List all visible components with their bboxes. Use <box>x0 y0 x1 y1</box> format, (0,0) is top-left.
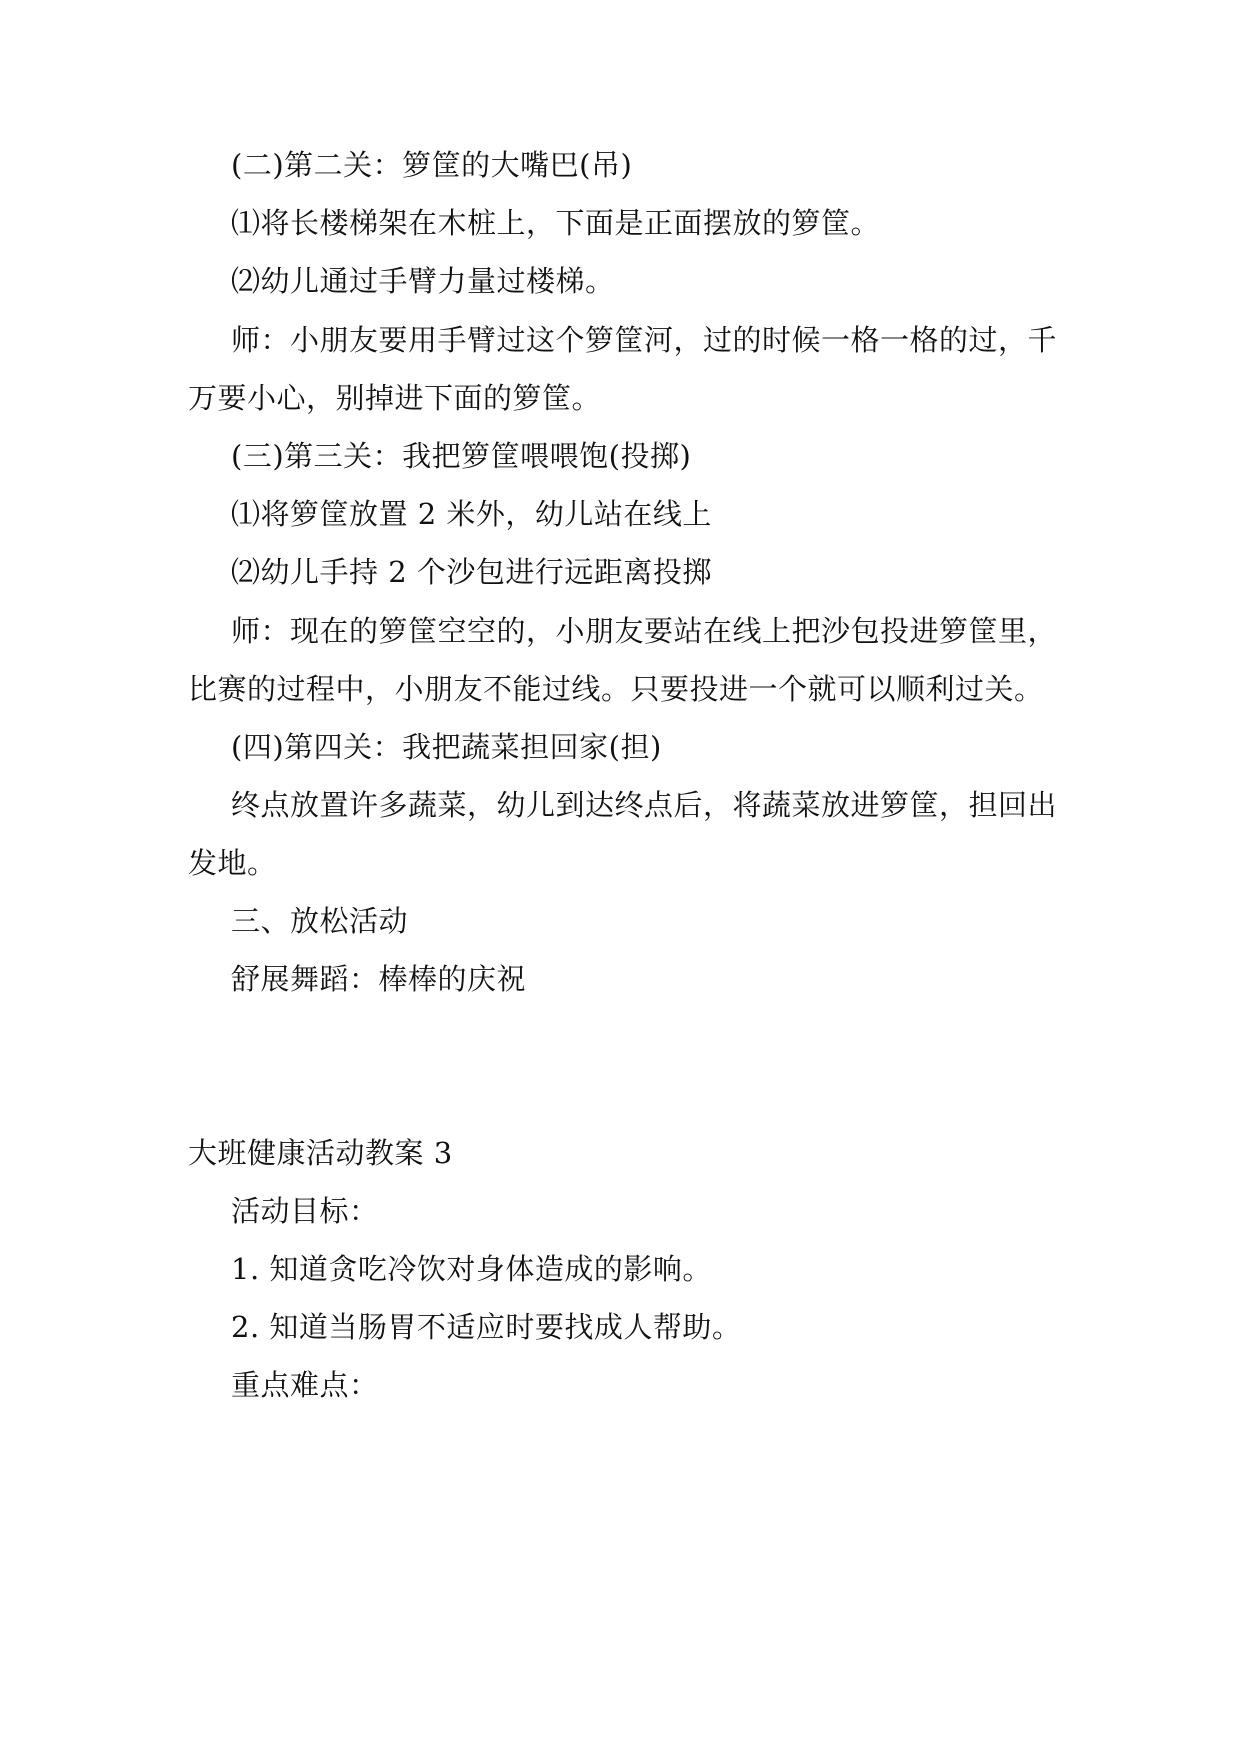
level4-heading: (四)第四关：我把蔬菜担回家(担) <box>231 730 662 764</box>
relax-heading: 三、放松活动 <box>231 904 409 938</box>
goal-item-1: 1. 知道贪吃冷饮对身体造成的影响。 <box>231 1252 712 1286</box>
level3-step1: ⑴将箩筐放置 2 米外，幼儿站在线上 <box>231 497 712 531</box>
level2-teacher-line2: 万要小心，别掉进下面的箩筐。 <box>188 381 602 415</box>
level3-teacher-line2: 比赛的过程中，小朋友不能过线。只要投进一个就可以顺利过关。 <box>188 672 1044 706</box>
key-points-heading: 重点难点： <box>231 1368 379 1402</box>
level4-text-line2: 发地。 <box>188 846 277 880</box>
level2-heading: (二)第二关：箩筐的大嘴巴(吊) <box>231 148 633 182</box>
level2-step2: ⑵幼儿通过手臂力量过楼梯。 <box>231 264 615 298</box>
level2-step1: ⑴将长楼梯架在木桩上，下面是正面摆放的箩筐。 <box>231 206 881 240</box>
level3-heading: (三)第三关：我把箩筐喂喂饱(投掷) <box>231 439 692 473</box>
level2-teacher-line1: 师：小朋友要用手臂过这个箩筐河，过的时候一格一格的过，千 <box>231 323 1058 357</box>
lesson-plan-title: 大班健康活动教案 3 <box>188 1136 453 1170</box>
level3-step2: ⑵幼儿手持 2 个沙包进行远距离投掷 <box>231 555 712 589</box>
level3-teacher-line1: 师：现在的箩筐空空的，小朋友要站在线上把沙包投进箩筐里， <box>231 614 1058 648</box>
goal-item-2: 2. 知道当肠胃不适应时要找成人帮助。 <box>231 1310 742 1344</box>
level4-text-line1: 终点放置许多蔬菜，幼儿到达终点后，将蔬菜放进箩筐，担回出 <box>231 788 1058 822</box>
goals-heading: 活动目标： <box>231 1194 379 1228</box>
relax-text: 舒展舞蹈：棒棒的庆祝 <box>231 962 527 996</box>
